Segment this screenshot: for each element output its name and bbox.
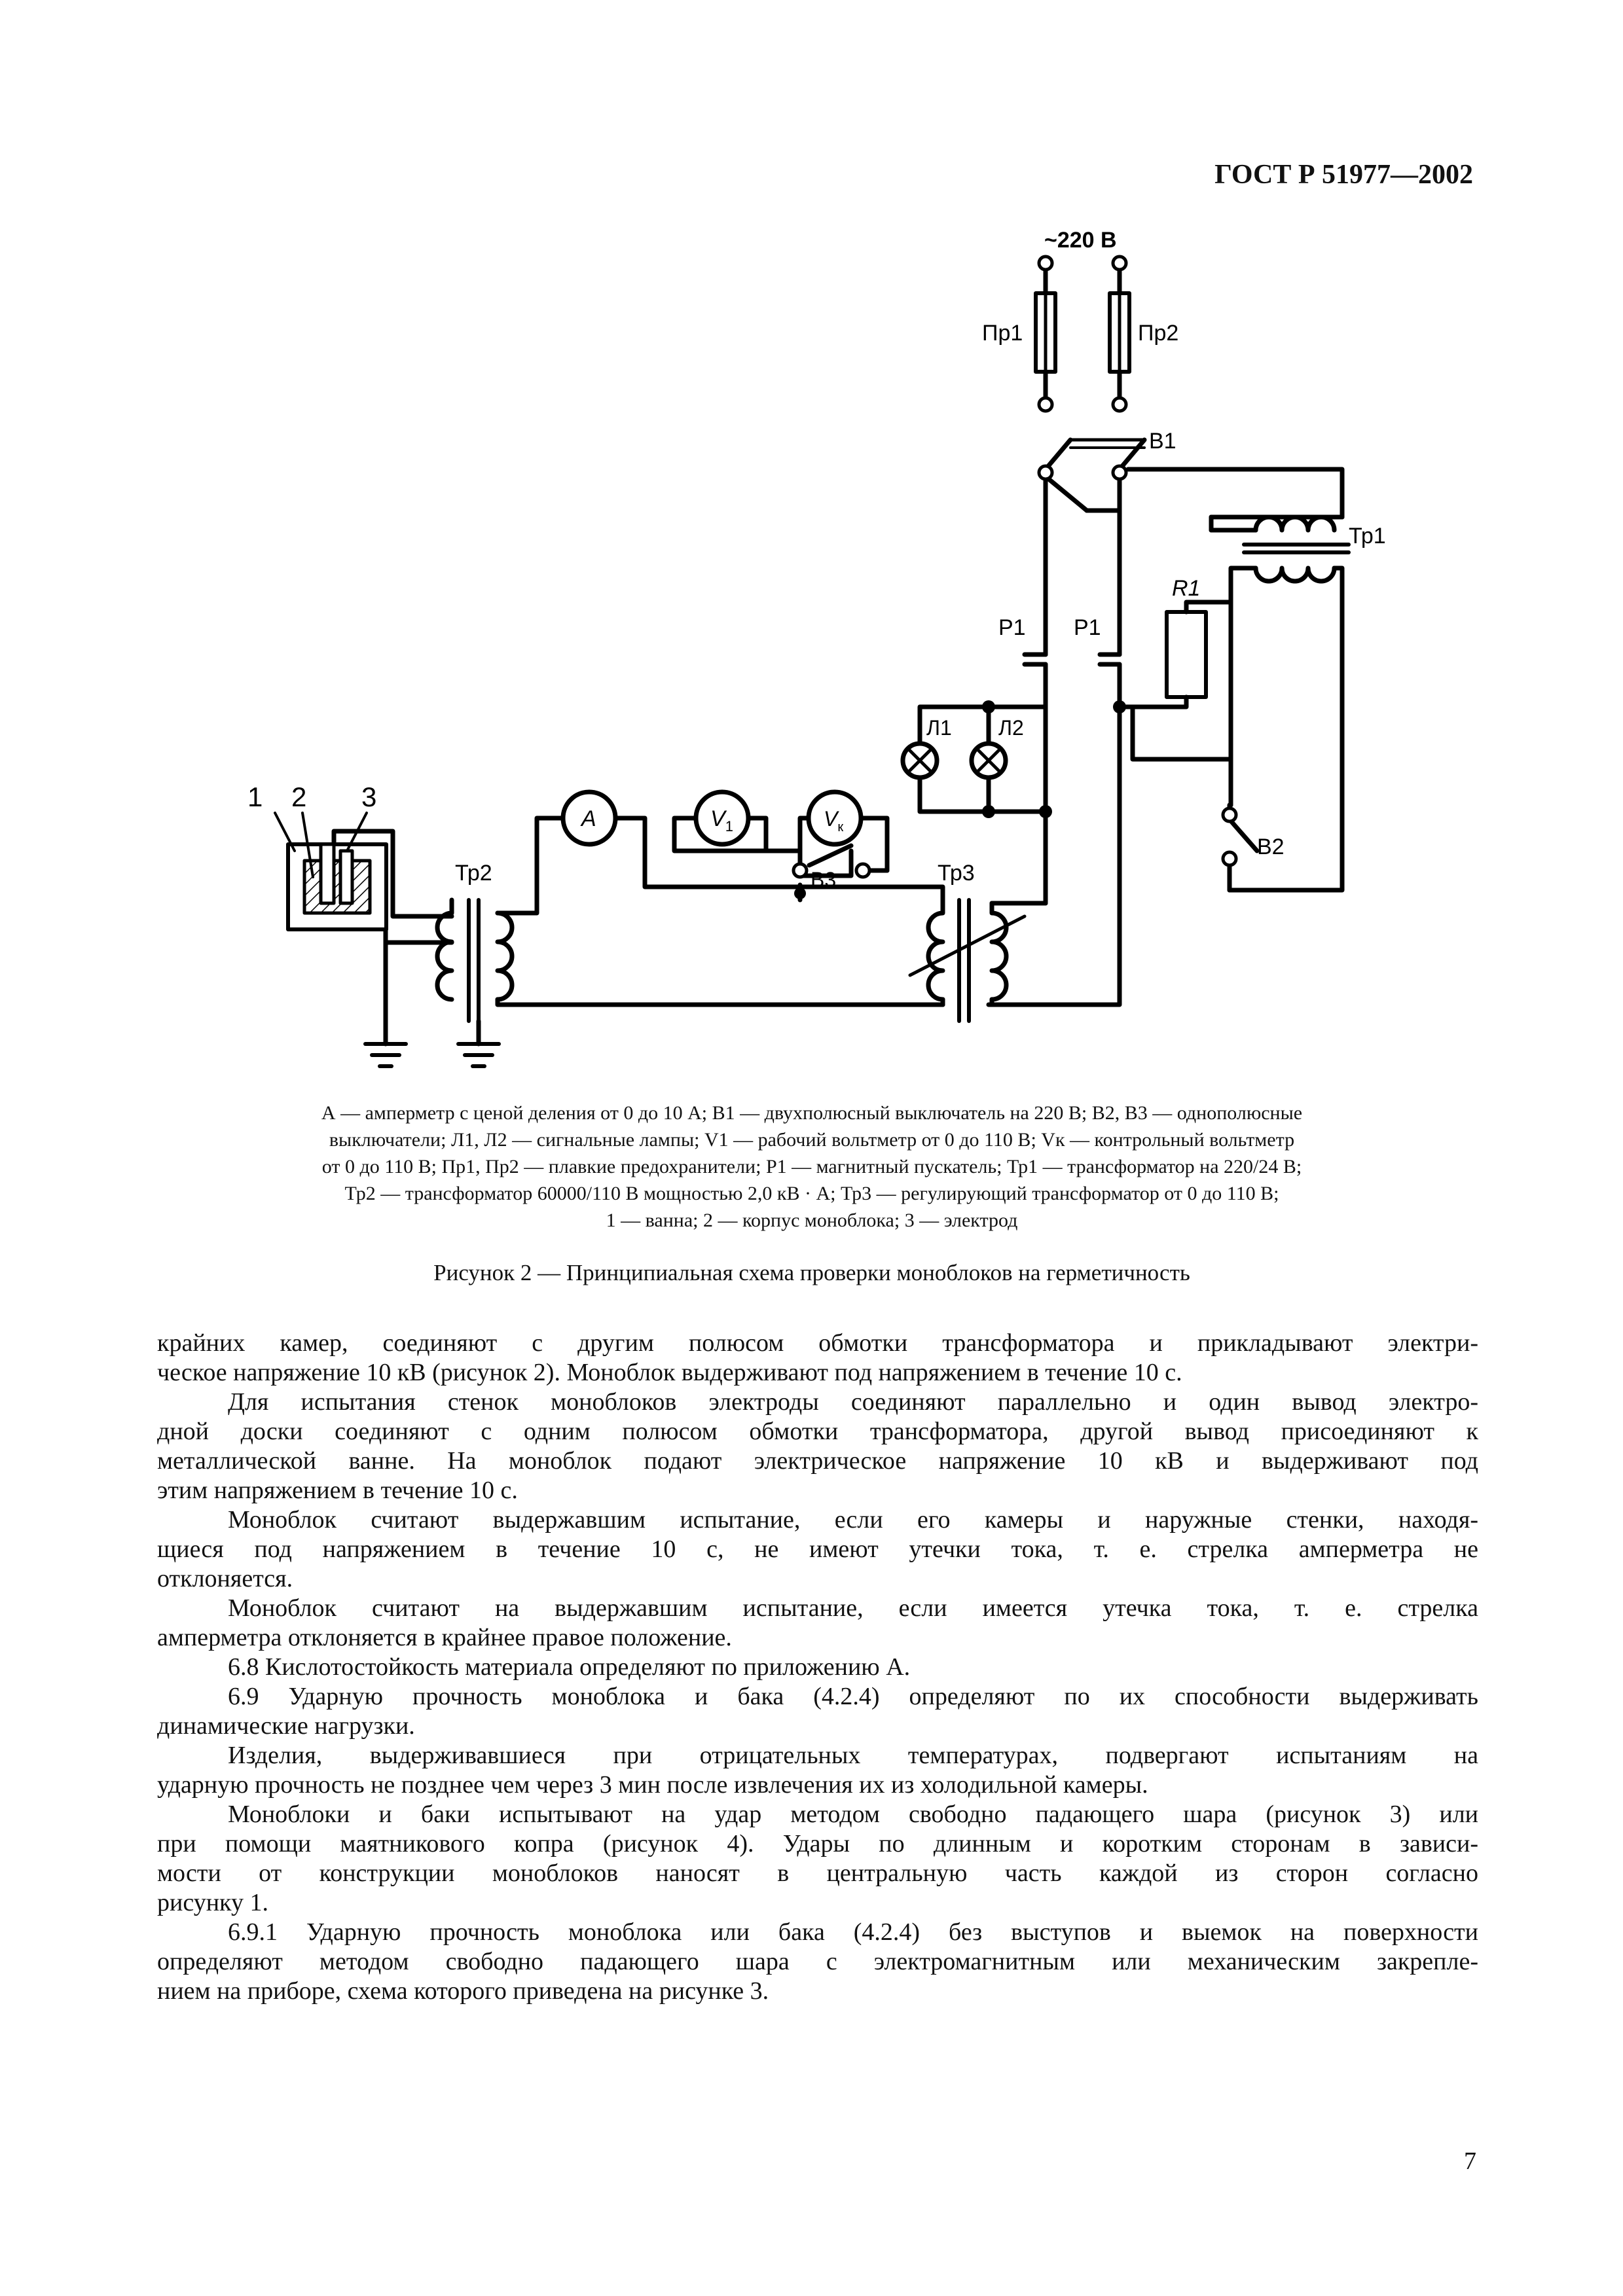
text-line: определяют методом свободно падающего шара с электромагнитным или механическим закрепле- [157,1948,1478,1975]
label-supply: ~220 В [1044,228,1117,253]
transformer-tp2 [437,900,589,1044]
text-line: 6.9 Ударную прочность моноблока и бака (4.2.4) определяют по их способности выдерживать [228,1683,1478,1710]
terminal [793,864,807,877]
text-line: ударную прочность не позднее чем через 3 мин после извлечения их из холодильной камеры. [157,1771,1148,1799]
label-transformer-tp2: Тр2 [455,861,492,886]
text-line: крайних камер, соединяют с другим полюсом обмотки трансформатора и прикладывают электри- [157,1329,1478,1357]
label-control-voltmeter: $V_к$ [824,807,844,834]
text-line: мости от конструкции моноблоков наносят в центральную часть каждой из сторон согласно [157,1859,1478,1887]
legend-line: 1 — ванна; 2 — корпус моноблока; 3 — электрод [606,1210,1018,1231]
figure-caption: Рисунок 2 — Принципиальная схема проверки моноблоков на герметичность [433,1260,1190,1285]
text-line: 6.9.1 Ударную прочность моноблока или бака (4.2.4) без выступов и выемок на поверхности [228,1918,1478,1946]
label-lamp-l1: Л1 [926,716,952,740]
text-line: амперметра отклоняется в крайнее правое положение. [157,1624,732,1651]
text-line: Изделия, выдерживавшиеся при отрицательных температурах, подвергают испытаниям на [228,1742,1478,1769]
text-line: при помощи маятникового копра (рисунок 4). Удары по длинным и коротким сторонам в зависи- [157,1830,1478,1857]
fuse-pr2 [1110,270,1129,398]
bath-assembly [275,813,452,942]
terminal [1113,398,1126,411]
label-fuse-pr1: Пр1 [982,321,1023,346]
junction [794,888,806,899]
lamp-l1 [903,744,937,778]
terminal [1113,257,1126,270]
terminal [1039,466,1052,479]
ground-left [365,929,406,1066]
text-line: динамические нагрузки. [157,1712,415,1740]
terminal [1223,808,1236,821]
body-text [157,1329,1478,2006]
terminal [1039,257,1052,270]
figure-legend [190,1100,1434,1234]
contact-p1-left [1025,655,1046,707]
label-contact-p1-left: Р1 [998,615,1026,640]
label-switch-b2: В2 [1257,834,1285,859]
terminal [856,864,869,877]
text-line: нием на приборе, схема которого приведена на рисунке 3. [157,1977,769,2005]
switch-b3 [809,846,887,870]
text-line: Моноблок считают на выдержавшим испытание, если имеется утечка тока, т. е. стрелка [228,1594,1478,1622]
text-line: рисунку 1. [157,1889,268,1916]
fuse-pr1 [1036,270,1055,398]
junction [982,805,995,818]
ground-right [458,1044,499,1066]
legend-line: от 0 до 110 В; Пр1, Пр2 — плавкие предохранители; Р1 — магнитный пускатель; Тр1 — трансформатор на 220/24 В; [321,1156,1302,1177]
label-voltmeter: $V_1$ [710,806,733,834]
label-ammeter: A [581,806,596,831]
terminal [1223,852,1236,865]
label-part-3: 3 [361,781,377,812]
label-switch-b3: В3 [811,868,837,891]
text-line: дной доски соединяют с одним полюсом обмотки трансформатора, другой вывод присоединяют к [157,1418,1478,1445]
label-contact-p1-right: Р1 [1074,615,1101,640]
text-line: этим напряжением в течение 10 с. [157,1477,518,1504]
label-part-1: 1 [247,781,263,812]
text-line: щиеся под напряжением в течение 10 с, не имеют утечки тока, т. е. стрелка амперметра не [157,1535,1478,1563]
label-part-2: 2 [291,781,307,812]
lamp-l2 [972,744,1006,778]
label-relay-r1: R1 [1172,576,1201,601]
label-transformer-tp3: Тр3 [938,861,975,886]
page-number: 7 [1464,2147,1476,2175]
legend-line: выключатели; Л1, Л2 — сигнальные лампы; V1 — рабочий вольтметр от 0 до 110 В; Vк — контрольный вольтметр [329,1129,1295,1151]
junction [1039,805,1052,818]
label-transformer-tp1: Тр1 [1349,524,1386,548]
text-line: ческое напряжение 10 кВ (рисунок 2). Моноблок выдерживают под напряжением в течение 10 с. [157,1359,1182,1386]
junction [1113,700,1126,713]
text-line: Моноблок считают выдержавшим испытание, если его камеры и наружные стенки, находя- [228,1506,1478,1534]
relay-r1 [1133,602,1231,805]
document-header: ГОСТ Р 51977—2002 [1214,160,1473,190]
label-fuse-pr2: Пр2 [1138,321,1179,346]
switch-b1 [1046,440,1144,511]
text-line: 6.8 Кислотостойкость материала определяют по приложению А. [228,1653,911,1681]
junction [982,700,995,713]
label-lamp-l2: Л2 [998,716,1024,740]
text-line: Для испытания стенок моноблоков электроды соединяют параллельно и один вывод электро- [228,1388,1478,1416]
contact-p1-right [1100,655,1120,707]
text-line: отклоняется. [157,1565,293,1592]
text-line: Моноблоки и баки испытывают на удар методом свободно падающего шара (рисунок 3) или [228,1801,1478,1828]
terminal [1039,398,1052,411]
legend-line: Тр2 — трансформатор 60000/110 В мощностью 2,0 кВ · А; Тр3 — регулирующий трансформатор от 0 до 110 В; [344,1183,1279,1204]
text-line: металлической ванне. На моноблок подают электрическое напряжение 10 кВ и выдерживают под [157,1447,1478,1475]
terminal [1113,466,1126,479]
label-switch-b1: В1 [1149,429,1176,454]
circuit-diagram [0,0,1623,1100]
legend-line: А — амперметр с ценой деления от 0 до 10 А; В1 — двухполюсный выключатель на 220 В; В2, В3 — однополюсные [321,1102,1303,1124]
